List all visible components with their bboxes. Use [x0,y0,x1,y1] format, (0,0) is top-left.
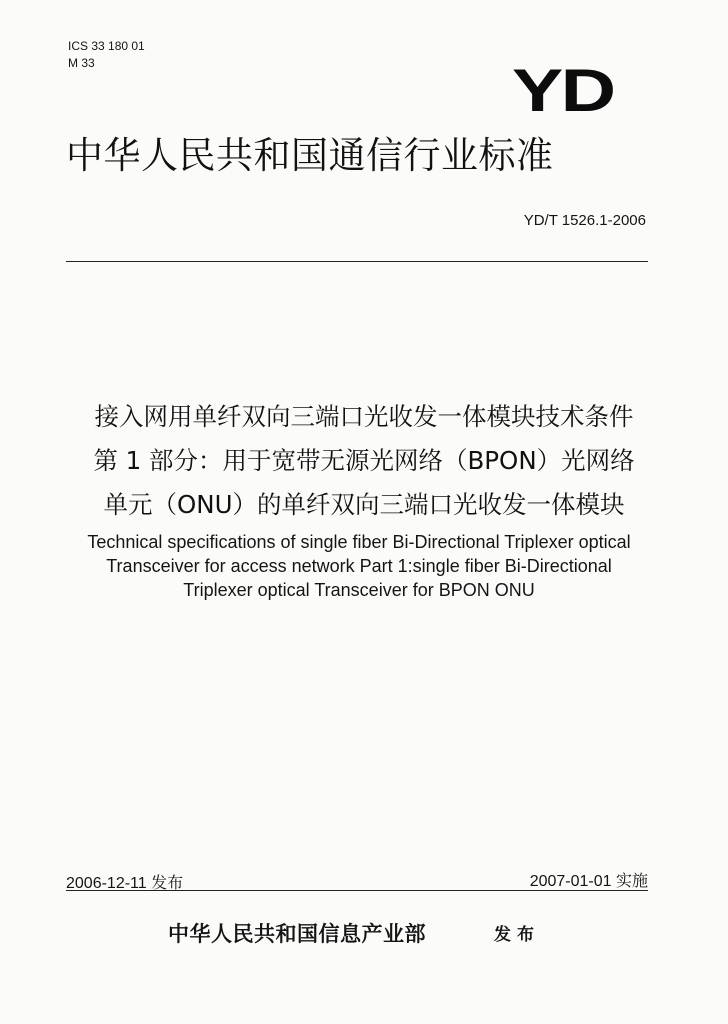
chinese-title [0,395,728,527]
chinese-title-line-2: 第 1 部分：用于宽带无源光网络（BPON）光网络 [93,446,635,475]
issue-date: 2006-12-11 发布 [66,875,184,892]
english-title-line-2: Transceiver for access network Part 1:single fiber Bi-Directional [106,556,612,576]
chinese-title-line-3: 单元（ONU）的单纤双向三端口光收发一体模块 [103,490,625,519]
english-title-line-3: Triplexer optical Transceiver for BPON ONU [183,580,535,600]
publisher-name: 中华人民共和国信息产业部 [168,921,426,946]
standard-category-title: 中华人民共和国通信行业标准 [66,134,554,177]
standard-number: YD/T 1526.1-2006 [523,212,646,229]
footer-divider [66,890,648,891]
ics-code: ICS 33 180 01 [68,39,145,53]
english-title-line-1: Technical specifications of single fiber Bi-Directional Triplexer optical [87,532,631,552]
classification-codes [68,38,145,72]
publish-label: 发布 [494,925,540,945]
yd-logo: YD [512,57,614,124]
chinese-title-line-1: 接入网用单纤双向三端口光收发一体模块技术条件 [94,402,634,431]
english-title [0,530,718,602]
implementation-date: 2007-01-01 实施 [529,873,648,890]
ccs-code: M 33 [68,56,95,70]
header-divider [66,261,648,262]
